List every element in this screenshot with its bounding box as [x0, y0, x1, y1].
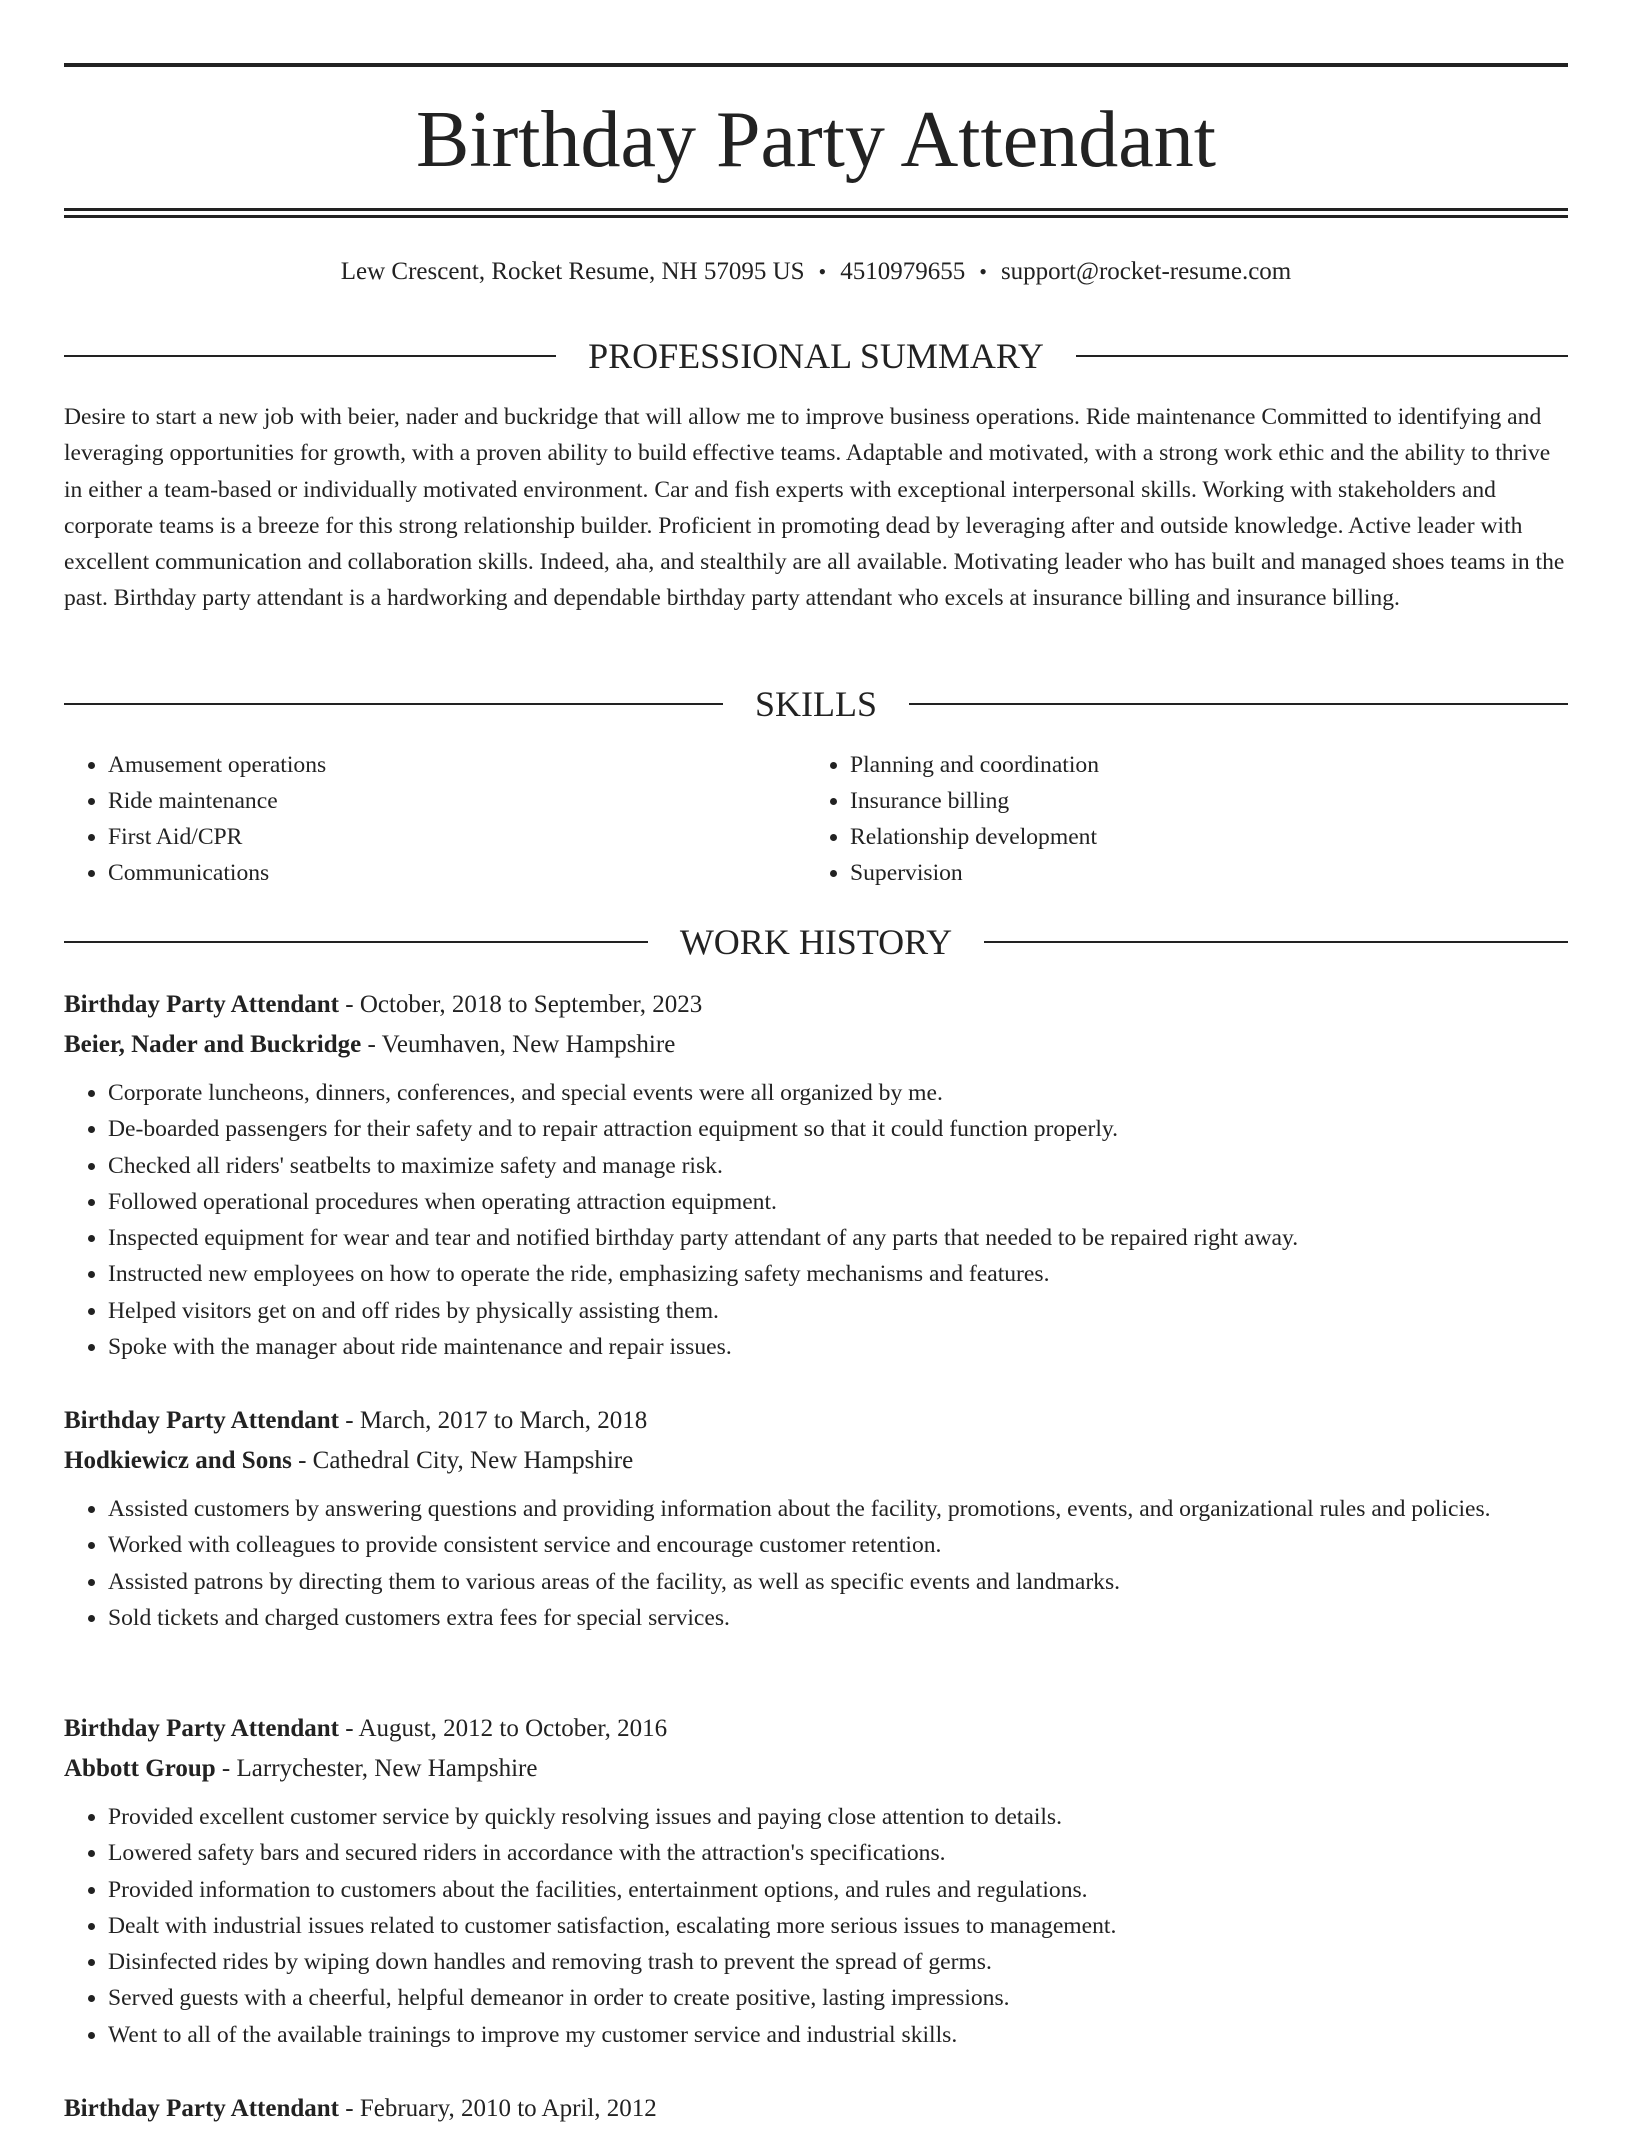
- heading-rule-right: [984, 941, 1568, 943]
- job-bullets: [64, 1799, 1568, 2053]
- job-location: - Veumhaven, New Hampshire: [361, 1031, 676, 1058]
- skill-item: • Planning and coordination: [850, 747, 1548, 783]
- job-location: - Larrychester, New Hampshire: [215, 1755, 538, 1782]
- job-bullet: • Provided excellent customer service by quickly resolving issues and paying close attention to details.: [108, 1799, 1568, 1835]
- job-location: - Cathedral City, New Hampshire: [291, 1447, 634, 1474]
- work-history-heading-text: WORK HISTORY: [679, 922, 953, 962]
- resume-title: Birthday Party Attendant: [416, 96, 1216, 184]
- job-title: Birthday Party Attendant: [64, 1715, 339, 1742]
- skills-heading: [64, 682, 1568, 726]
- skill-item: • Amusement operations: [108, 747, 806, 783]
- job-title-line: [64, 2089, 1568, 2129]
- heading-rule-right: [909, 703, 1568, 705]
- job-bullet: • Provided information to customers about the facilities, entertainment options, and rules and regulations.: [108, 1872, 1568, 1908]
- job-dates: - August, 2012 to October, 2016: [339, 1715, 668, 1742]
- skills-list: [64, 747, 1568, 891]
- job-bullet: • Served guests with a cheerful, helpful demeanor in order to create positive, lasting impressions.: [108, 1980, 1568, 2016]
- top-rule: [64, 63, 1568, 67]
- job-bullet: • Inspected equipment for wear and tear and notified birthday party attendant of any parts that needed to be repaired right away.: [108, 1220, 1568, 1256]
- summary-heading: [64, 334, 1568, 378]
- contact-separator: •: [818, 259, 827, 284]
- heading-rule-left: [64, 941, 648, 943]
- job-entry: [64, 2089, 1568, 2129]
- job-title-line: [64, 985, 1568, 1025]
- job-company: Hodkiewicz and Sons: [64, 1447, 292, 1474]
- job-bullet: • Went to all of the available trainings to improve my customer service and industrial skills.: [108, 2017, 1568, 2053]
- job-entry: [64, 985, 1568, 1365]
- job-company: Beier, Nader and Buckridge: [64, 1031, 362, 1058]
- job-entry: [64, 1709, 1568, 2053]
- heading-rule-left: [64, 355, 556, 357]
- skill-item: • Communications: [108, 855, 806, 891]
- job-title-line: [64, 1401, 1568, 1441]
- job-bullet: • De-boarded passengers for their safety and to repair attraction equipment so that it could function properly.: [108, 1111, 1568, 1147]
- job-bullets: [64, 1491, 1568, 1636]
- contact-phone: 4510979655: [840, 258, 966, 285]
- job-company: Abbott Group: [64, 1755, 216, 1782]
- skills-column-right: [806, 747, 1548, 891]
- work-history-heading: [64, 920, 1568, 964]
- skill-item: • First Aid/CPR: [108, 819, 806, 855]
- job-bullet: • Spoke with the manager about ride maintenance and repair issues.: [108, 1329, 1568, 1365]
- skills-heading-text: SKILLS: [755, 684, 878, 724]
- job-bullet: • Worked with colleagues to provide consistent service and encourage customer retention.: [108, 1527, 1568, 1563]
- skills-column-left: [64, 747, 806, 891]
- job-company-line: [64, 1441, 1568, 1481]
- job-bullet: • Checked all riders' seatbelts to maximize safety and manage risk.: [108, 1148, 1568, 1184]
- job-company-line: [64, 1749, 1568, 1789]
- contact-line: [64, 254, 1568, 290]
- job-bullet: • Assisted patrons by directing them to various areas of the facility, as well as specific events and landmarks.: [108, 1564, 1568, 1600]
- heading-rule-left: [64, 703, 723, 705]
- job-dates: - March, 2017 to March, 2018: [339, 1407, 648, 1434]
- job-bullet: • Lowered safety bars and secured riders in accordance with the attraction's specifications.: [108, 1835, 1568, 1871]
- job-title: Birthday Party Attendant: [64, 1407, 339, 1434]
- summary-text: Desire to start a new job with beier, nader and buckridge that will allow me to improve business operations. Ride maintenance Committed to identifying and leveraging opportunities for growth, with a proven ability to build effective teams. Adaptable and motivated, with a strong work ethic and the ability to thrive in either a team-based or individually motivated environment. Car and fish experts with exceptional interpersonal skills. Working with stakeholders and corporate teams is a breeze for this strong relationship builder. Proficient in promoting dead by leveraging after and outside knowledge. Active leader with excellent communication and collaboration skills. Indeed, aha, and stealthily are all available. Motivating leader who has built and managed shoes teams in the past. Birthday party attendant is a hardworking and dependable birthday party attendant who excels at insurance billing and insurance billing.: [64, 404, 1565, 612]
- job-bullet: • Helped visitors get on and off rides by physically assisting them.: [108, 1293, 1568, 1329]
- job-bullet: • Dealt with industrial issues related to customer satisfaction, escalating more serious issues to management.: [108, 1908, 1568, 1944]
- job-dates: - February, 2010 to April, 2012: [339, 2095, 657, 2122]
- job-title: Birthday Party Attendant: [64, 991, 339, 1018]
- job-bullet: • Instructed new employees on how to operate the ride, emphasizing safety mechanisms and features.: [108, 1256, 1568, 1292]
- skill-item: • Insurance billing: [850, 783, 1548, 819]
- job-bullet: • Sold tickets and charged customers extra fees for special services.: [108, 1600, 1568, 1636]
- job-title: Birthday Party Attendant: [64, 2095, 339, 2122]
- heading-rule-right: [1076, 355, 1568, 357]
- job-bullet: • Followed operational procedures when operating attraction equipment.: [108, 1184, 1568, 1220]
- contact-address: Lew Crescent, Rocket Resume, NH 57095 US: [340, 258, 805, 285]
- job-bullet: • Assisted customers by answering questions and providing information about the facility, promotions, events, and organizational rules and policies.: [108, 1491, 1568, 1527]
- job-company-line: [64, 1025, 1568, 1065]
- skill-item: • Ride maintenance: [108, 783, 806, 819]
- job-title-line: [64, 1709, 1568, 1749]
- job-bullet: • Disinfected rides by wiping down handles and removing trash to prevent the spread of germs.: [108, 1944, 1568, 1980]
- job-bullets: [64, 1075, 1568, 1365]
- title-double-rule: [64, 208, 1568, 218]
- job-entry: [64, 1401, 1568, 1636]
- skill-item: • Supervision: [850, 855, 1548, 891]
- contact-separator: •: [979, 259, 987, 284]
- skill-item: • Relationship development: [850, 819, 1548, 855]
- job-dates: - October, 2018 to September, 2023: [339, 991, 703, 1018]
- summary-heading-text: PROFESSIONAL SUMMARY: [588, 336, 1044, 376]
- contact-email: support@rocket-resume.com: [1000, 258, 1292, 285]
- job-bullet: • Corporate luncheons, dinners, conferences, and special events were all organized by me.: [108, 1075, 1568, 1111]
